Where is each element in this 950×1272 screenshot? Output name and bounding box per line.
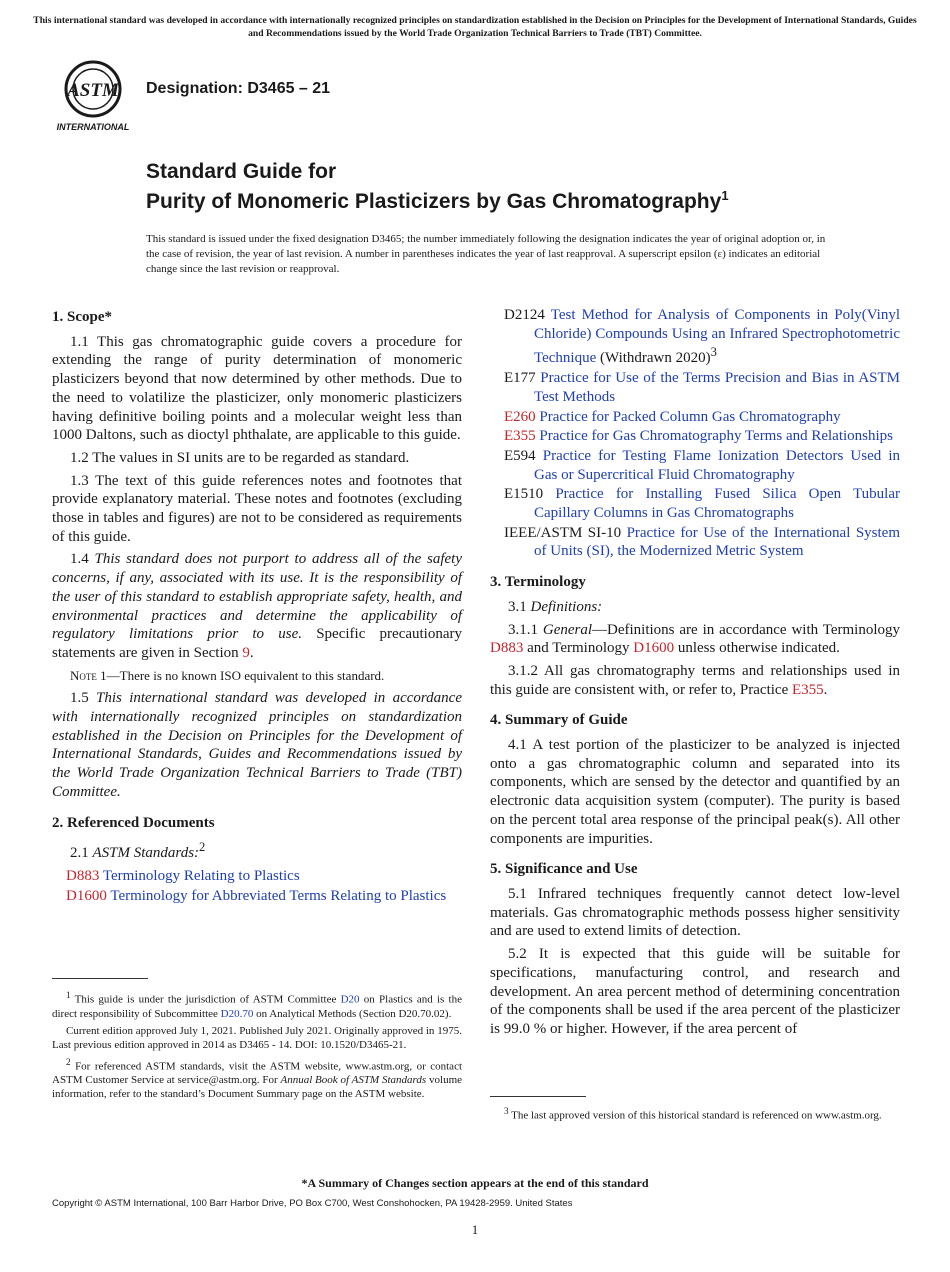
footnotes-right — [490, 1104, 900, 1126]
para-1-4: 1.4 This standard does not purport to address all of the safety concerns, if any, associated with its use. It is the responsibility of the user of this standard to establish appropriate safety, health, and environmental practices and determine the applicability of regulatory limitations prior to use. Specific precautionary statements are given in Section 9. — [52, 551, 463, 661]
title-line-2: Purity of Monomeric Plasticizers by Gas Chromatography$^1$ — [146, 188, 729, 213]
ref-title-link[interactable]: Terminology for Abbreviated Terms Relating to Plastics — [110, 887, 447, 904]
d883-link[interactable]: D883 — [490, 640, 524, 657]
para-1-2: 1.2 The values in SI units are to be regarded as standard. — [70, 449, 410, 466]
para-3-1-1: 3.1.1 General—Definitions are in accordance with Terminology D883 and Terminology D1600 unless otherwise indicated. — [490, 621, 900, 657]
footnote-rule-right — [490, 1096, 586, 1097]
ref-title-link[interactable]: Test Method for Analysis of Components in Poly(Vinyl Chloride) Compounds Using an Infrared Spectrophotometric Technique — [534, 307, 901, 367]
ref-title-link[interactable]: Practice for Testing Flame Ionization Detectors Used in Gas or Supercritical Fluid Chromatography — [534, 447, 900, 483]
para-1-1: 1.1 This gas chromatographic guide covers a procedure for extending the range of purity determination of monomeric plasticizers beyond that now determined by other methods. Due to the need to volatilize the plasticizer, only monomeric plasticizers having definitive boiling points and a molecular weight less than 1000 Daltons, such as dioctyl phthalate, are applicable to this guide. — [52, 333, 462, 444]
d20-link[interactable]: D20 — [340, 993, 360, 1006]
title-footnote-mark: 1 — [721, 188, 729, 203]
designation: Designation: D3465 – 21 — [146, 80, 331, 97]
page-number: 1 — [471, 1222, 479, 1237]
ref-code-link[interactable]: D1600 — [66, 887, 107, 904]
para-5-1: 5.1 Infrared techniques frequently cannot detect low-level materials. Gas chromatographic methods possess higher sensitivity and are used to extend limits of detection. — [490, 885, 900, 940]
ref-code-link[interactable]: E260 — [504, 408, 536, 425]
para-1-3: 1.3 The text of this guide references notes and footnotes that provide explanatory material. These notes and footnotes (excluding those in tables and figures) are not to be considered as requirements of this guide. — [52, 472, 462, 545]
astm-logo — [52, 58, 134, 134]
ref-title-link[interactable]: Terminology Relating to Plastics — [102, 867, 300, 884]
footnote-2: $^2$ For referenced ASTM standards, visit the ASTM website, www.astm.org, or contact ASTM Customer Service at service@astm.org. For Annual Book of ASTM Standards volume information, refer to the standard’s Document Summary page on the ASTM website. — [52, 1056, 463, 1101]
ref-title-link[interactable]: Practice for Use of the Terms Precision and Bias in ASTM Test Methods — [534, 370, 901, 405]
ref-d2124: D2124 Test Method for Analysis of Components in Poly(Vinyl Chloride) Compounds Using an Infrared Spectrophotometric Technique (Withdrawn 2020)$^3$ — [504, 307, 901, 367]
ref-e594: E594 Practice for Testing Flame Ionization Detectors Used in Gas or Supercritical Fluid Chromatography — [504, 447, 900, 483]
left-column — [52, 308, 462, 906]
para-5-2: 5.2 It is expected that this guide will be suitable for specifications, manufacturing control, and research and development. An area percent method of determining concentration of the components shall be used if the area percent of the plasticizer is 99.0 % or higher. However, if the area percent of — [490, 946, 900, 1037]
summary-of-changes-note: *A Summary of Changes section appears at the end of this standard — [301, 1176, 649, 1190]
section-2-heading: 2. Referenced Documents — [52, 814, 215, 831]
document-title — [146, 160, 729, 214]
ref-e355 — [504, 427, 900, 446]
ref-e260 — [504, 408, 900, 427]
ref-d1600 — [66, 887, 462, 906]
footnote-1: $^1$ This guide is under the jurisdiction of ASTM Committee D20 on Plastics and is the direct responsibility of Subcommittee D20.70 on Analytical Methods (Section D20.70.02). — [52, 990, 462, 1020]
section-1-heading: 1. Scope* — [52, 309, 112, 325]
ref-e177: E177 Practice for Use of the Terms Precision and Bias in ASTM Test Methods — [504, 370, 901, 405]
section-5-heading: 5. Significance and Use — [490, 861, 638, 878]
ref-d883 — [66, 867, 462, 886]
e355-link[interactable]: E355 — [792, 681, 824, 698]
tbt-banner: This international standard was developed in accordance with internationally recognized principles on standardization established in the Decision on Principles for the Development of International Standards, Guides and Recommendations issued by the World Trade Organization Technical Barriers to Trade (TBT) Committee. — [33, 15, 917, 39]
footnote-rule-left — [52, 978, 148, 979]
ref-code-link[interactable]: D883 — [66, 867, 100, 884]
para-4-1: 4.1 A test portion of the plasticizer to be analyzed is injected onto a gas chromatographic column and separated into its components, which are sensed by the detector and quantified by an electronic data acquisition system (computer). The purity is based on the percent total area response of the principal peak(s). All other components are impurities. — [490, 737, 900, 847]
para-2-1: 2.1 ASTM Standards:$^2$ — [70, 840, 206, 862]
ref-title-link[interactable]: Practice for Packed Column Gas Chromatography — [539, 408, 841, 425]
ref-title-link[interactable]: Practice for Installing Fused Silica Open Tubular Capillary Columns in Gas Chromatographs — [534, 486, 900, 522]
title-line-1: Standard Guide for — [146, 160, 337, 183]
ref-code-link[interactable]: E355 — [504, 428, 536, 445]
footnote-edition: Current edition approved July 1, 2021. Published July 2021. Originally approved in 1975. Last previous edition approved in 2014 as D3465 - 14. DOI: 10.1520/D3465-21. — [52, 1024, 462, 1051]
footnote-3: $^3$ The last approved version of this historical standard is referenced on www.astm.org. — [504, 1106, 882, 1122]
logo-subtext: INTERNATIONAL — [56, 122, 130, 132]
d20-70-link[interactable]: D20.70 — [220, 1007, 254, 1020]
section-4-heading: 4. Summary of Guide — [490, 712, 628, 729]
issuance-note: This standard is issued under the fixed designation D3465; the number immediately following the designation indicates the year of original adoption or, in the case of revision, the year of last revision. A number in parentheses indicates the year of last reapproval. A superscript epsilon (ε) indicates an editorial change since the last revision or reapproval. — [146, 233, 826, 275]
right-column — [490, 306, 900, 1043]
footnotes-left — [52, 988, 462, 1104]
para-1-5: 1.5 This international standard was developed in accordance with internationally recognized principles on standardization established in the Decision on Principles for the Development of International Standards, Guides and Recommendations issued by the World Trade Organization Technical Barriers to Trade (TBT) Committee. — [52, 690, 462, 800]
para-3-1: 3.1 Definitions: — [508, 598, 603, 615]
note-1: Note 1—There is no known ISO equivalent to this standard. — [70, 667, 385, 683]
d1600-link[interactable]: D1600 — [633, 640, 675, 657]
copyright: Copyright © ASTM International, 100 Barr Harbor Drive, PO Box C700, West Conshohocken, PA 19428-2959. United States — [52, 1198, 573, 1209]
section-9-link[interactable]: 9 — [242, 644, 250, 661]
ref-title-link[interactable]: Practice for Use of the International System of Units (SI), the Modernized Metric System — [534, 524, 900, 560]
logo-text: ASTM — [67, 80, 119, 101]
ref-title-link[interactable]: Practice for Gas Chromatography Terms and Relationships — [539, 428, 894, 445]
para-3-1-2: 3.1.2 All gas chromatography terms and relationships used in this guide are consistent with, or refer to, Practice E355. — [490, 662, 900, 698]
ref-e1510: E1510 Practice for Installing Fused Silica Open Tubular Capillary Columns in Gas Chromatographs — [504, 486, 900, 522]
section-3-heading: 3. Terminology — [490, 574, 586, 591]
ref-si10: IEEE/ASTM SI-10 Practice for Use of the International System of Units (SI), the Modernized Metric System — [504, 524, 900, 560]
